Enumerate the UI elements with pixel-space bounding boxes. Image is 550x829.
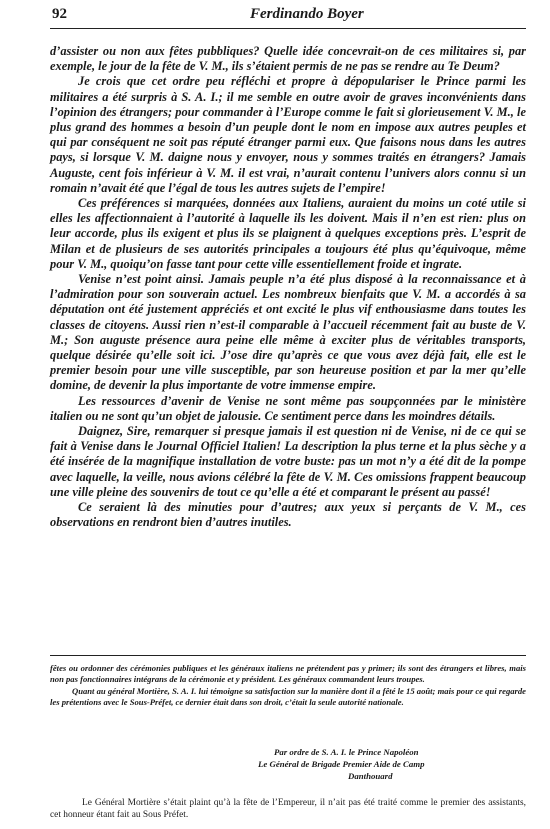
closing-note: Le Général Mortière s’était plaint qu’à la fête de l’Empereur, il n’ait pas été traité comme le premier des assistants, cet honneur étant fait au Sous Préfet.	[50, 798, 526, 820]
footnotes	[50, 663, 526, 709]
page-number: 92	[52, 6, 67, 22]
paragraph: Ce seraient là des minuties pour d’autres; aux yeux si perçants de V. M., ces observations en rendront bien d’autres inutiles.	[50, 500, 526, 530]
body-text	[50, 44, 526, 531]
paragraph: Les ressources d’avenir de Venise ne sont même pas soupçonnées par le ministère italien ou ne sont qu’un objet de jalousie. Ce sentiment perce dans les moindres détails.	[50, 393, 526, 423]
header-rule	[50, 28, 526, 29]
paragraph: Je crois que cet ordre peu réfléchi et propre à dépopulariser le Prince parmi les militaires a été surpris à S. A. I.; il me semble en outre avoir de graves inconvénients dans l’opinion des étrangers; pour commander à l’Europe comme le fait si glorieusement V. M., le plus grand des hommes a besoin d’un peuple dont le nom en impose aux autres peuples et qui par conséquent ne soit pas réputé étranger parmi eux. Que faisons nous dans les autres pays, si lorsque V. M. daigne nous y envoyer, nous y sommes traités en étrangers? Jamais Auguste, cent fois inférieur à V. M. il est vrai, n’aurait contenu l’univers alors connu si un romain n’avait été que l’égal de tous les autres sujets de l’empire!	[50, 74, 526, 195]
footnote-rule	[50, 655, 526, 656]
paragraph: Daignez, Sire, remarquer si presque jamais il est question ni de Venise, ni de ce qui se fait à Venise dans le Journal Officiel Italien! La description la plus terne et la plus sèche y a été insérée de la magnifique installation de votre buste: pas un mot n’y a été dit de la pompe avec laquelle, la veille, nous avions célébré la fête de V. M. Ces omissions frappent beaucoup une ville pleine des souvenirs de tout ce qu’elle a été et comparant le présent au passé!	[50, 424, 526, 499]
footnote: fêtes ou ordonner des cérémonies publiques et les généraux italiens ne prétendent pas y primer; ils sont des étrangers et libres, mais non pas fonctionnaires intégrans de la cérémonie et y président. Les généraux commandent leurs troupes.	[50, 663, 526, 685]
signature-line: Par ordre de S. A. I. le Prince Napoléon	[274, 747, 419, 757]
footnote: Quant au général Mortière, S. A. I. lui témoigne sa satisfaction sur la manière dont il a fêté le 15 août; mais pour ce qui regarde les prétentions avec le Sous-Préfet, ce dernier était dans son droit, c’était la seule autorité nationale.	[50, 685, 526, 708]
running-head: Ferdinando Boyer	[250, 6, 364, 22]
signature-line: Le Général de Brigade Premier Aide de Camp	[258, 759, 425, 769]
paragraph: d’assister ou non aux fêtes pubbliques? Quelle idée concevrait-on de ces militaires si, par exemple, le jour de la fête de V. M., ils s’étaient permis de ne pas se rendre au Te Deum?	[50, 44, 526, 74]
signature-name: Danthouard	[348, 771, 393, 781]
signature-block	[240, 746, 526, 782]
paragraph: Ces préférences si marquées, données aux Italiens, auraient du moins un coté utile si elles les affectionnaient à l’autorité à laquelle ils les doivent. Mais il n’en est rien: plus on leur accorde, plus ils exigent et plus ils se plaignent à quelques exceptions près. L’esprit de Milan et de plusieurs de ses autorités principales a toujours été plus qu’équivoque, même pour V. M., quoiqu’on fasse tant pour cette ville essentiellement froide et ingrate.	[50, 196, 526, 271]
paragraph: Venise n’est point ainsi. Jamais peuple n’a été plus disposé à la reconnaissance et à l’admiration pour son souverain actuel. Les nombreux bienfaits que V. M. a accordés à sa députation ont été justement appréciés et ont excité le plus vif enthousiasme dans toutes les classes de citoyens. Aussi rien n’est-il comparable à l’accueil récemment fait au buste de V. M.; Son auguste présence aura peine elle même à exciter plus de véritables transports, quelque désirée qu’elle soit ici. J’ose dire qu’après ce que vous avez déjà fait, elle est le premier besoin pour une ville susceptible, par son heureuse position et par la mer qu’elle domine, de devenir la plus importante de votre immense empire.	[50, 272, 526, 393]
